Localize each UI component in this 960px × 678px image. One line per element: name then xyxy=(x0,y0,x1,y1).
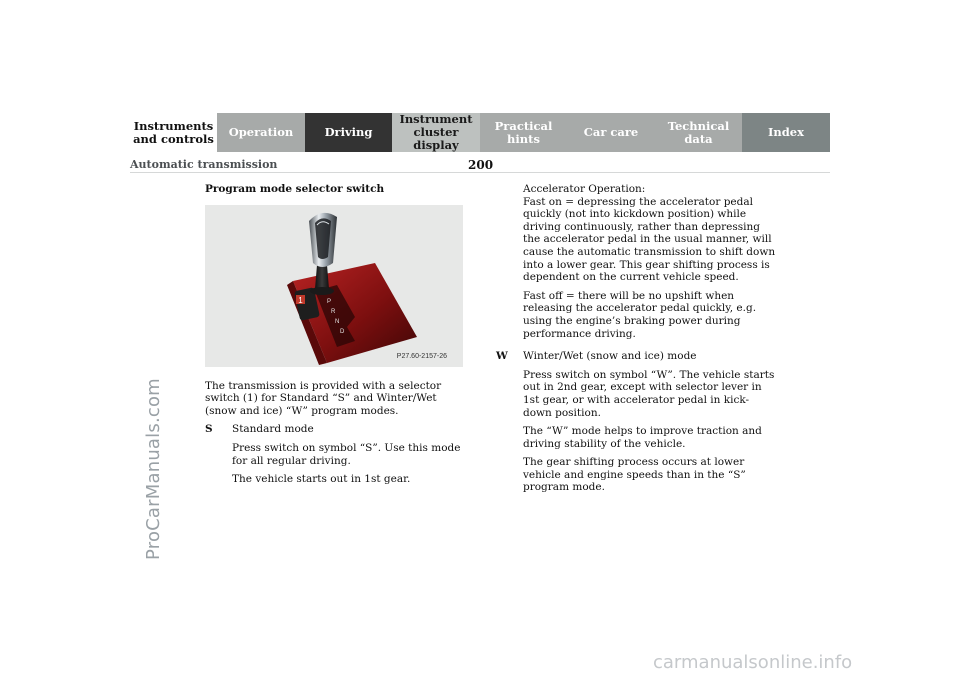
gear-selector-illustration xyxy=(205,205,463,367)
w-mode-title: Winter/Wet (snow and ice) mode xyxy=(523,350,697,363)
w-mode-line: Press switch on symbol “W”. The vehicle starts out in 2nd gear, except with selector lever in 1st gear, or with accelerator pedal in kick-down position. xyxy=(523,368,775,419)
tab-instrument-cluster-display[interactable]: Instrument cluster display xyxy=(392,113,480,152)
accelerator-title: Accelerator Operation: xyxy=(523,183,646,195)
gate-letter-r: R xyxy=(331,308,336,315)
s-mode-entry xyxy=(205,423,467,436)
gate-letter-d: D xyxy=(340,328,345,335)
tab-index[interactable]: Index xyxy=(742,113,830,152)
s-mode-line: The vehicle starts out in 1st gear. xyxy=(232,473,411,486)
section-title: Automatic transmission xyxy=(130,158,278,171)
subsection-heading: Program mode selector switch xyxy=(205,183,385,195)
s-mode-title: Standard mode xyxy=(232,423,314,436)
tab-technical-data[interactable]: Technical data xyxy=(655,113,742,152)
fast-off-paragraph: Fast off = there will be no upshift when releasing the accelerator pedal quickly, e.g. using the engine’s braking power during performance driving. xyxy=(523,289,757,340)
fast-on-paragraph: Fast on = depressing the accelerator pedal quickly (not into kickdown position) while driving continuously, rather than depressing the accelerator pedal in the usual manner, will cause the automatic transmission to shift down into a lower gear. This gear shifting process is dependent on the current vehicle speed. xyxy=(523,195,776,284)
chapter-tabs xyxy=(130,113,830,152)
gate-letter-n: N xyxy=(335,318,340,325)
w-mode-entry xyxy=(496,350,776,363)
w-mode-key: W xyxy=(496,350,508,363)
tab-car-care[interactable]: Car care xyxy=(567,113,655,152)
page-number: 200 xyxy=(468,158,494,172)
tab-instruments-and-controls[interactable]: Instruments and controls xyxy=(130,113,217,152)
s-mode-line: Press switch on symbol “S”. Use this mode for all regular driving. xyxy=(232,441,461,467)
w-mode-line: The “W” mode helps to improve traction and driving stability of the vehicle. xyxy=(523,425,762,450)
gate-letter-p: P xyxy=(327,298,332,305)
tab-driving[interactable]: Driving xyxy=(305,113,392,152)
s-mode-key: S xyxy=(205,423,213,436)
watermark-bottom: carmanualsonline.info xyxy=(653,652,853,673)
selector-switch-figure xyxy=(205,205,463,367)
tab-practical-hints[interactable]: Practical hints xyxy=(480,113,567,152)
tab-operation[interactable]: Operation xyxy=(217,113,305,152)
intro-paragraph: The transmission is provided with a selector switch (1) for Standard “S” and Winter/Wet (snow and ice) “W” program modes. xyxy=(205,379,442,417)
right-column xyxy=(496,183,776,500)
left-column xyxy=(205,183,467,492)
lever-shaft xyxy=(315,265,329,289)
watermark-left: ProCarManuals.com xyxy=(143,378,164,560)
w-mode-line: The gear shifting process occurs at lower vehicle and engine speeds than in the “S” program mode. xyxy=(523,456,746,494)
figure-code: P27.60-2157-26 xyxy=(396,353,447,360)
callout-number: 1 xyxy=(298,295,303,305)
header-divider xyxy=(130,172,830,173)
